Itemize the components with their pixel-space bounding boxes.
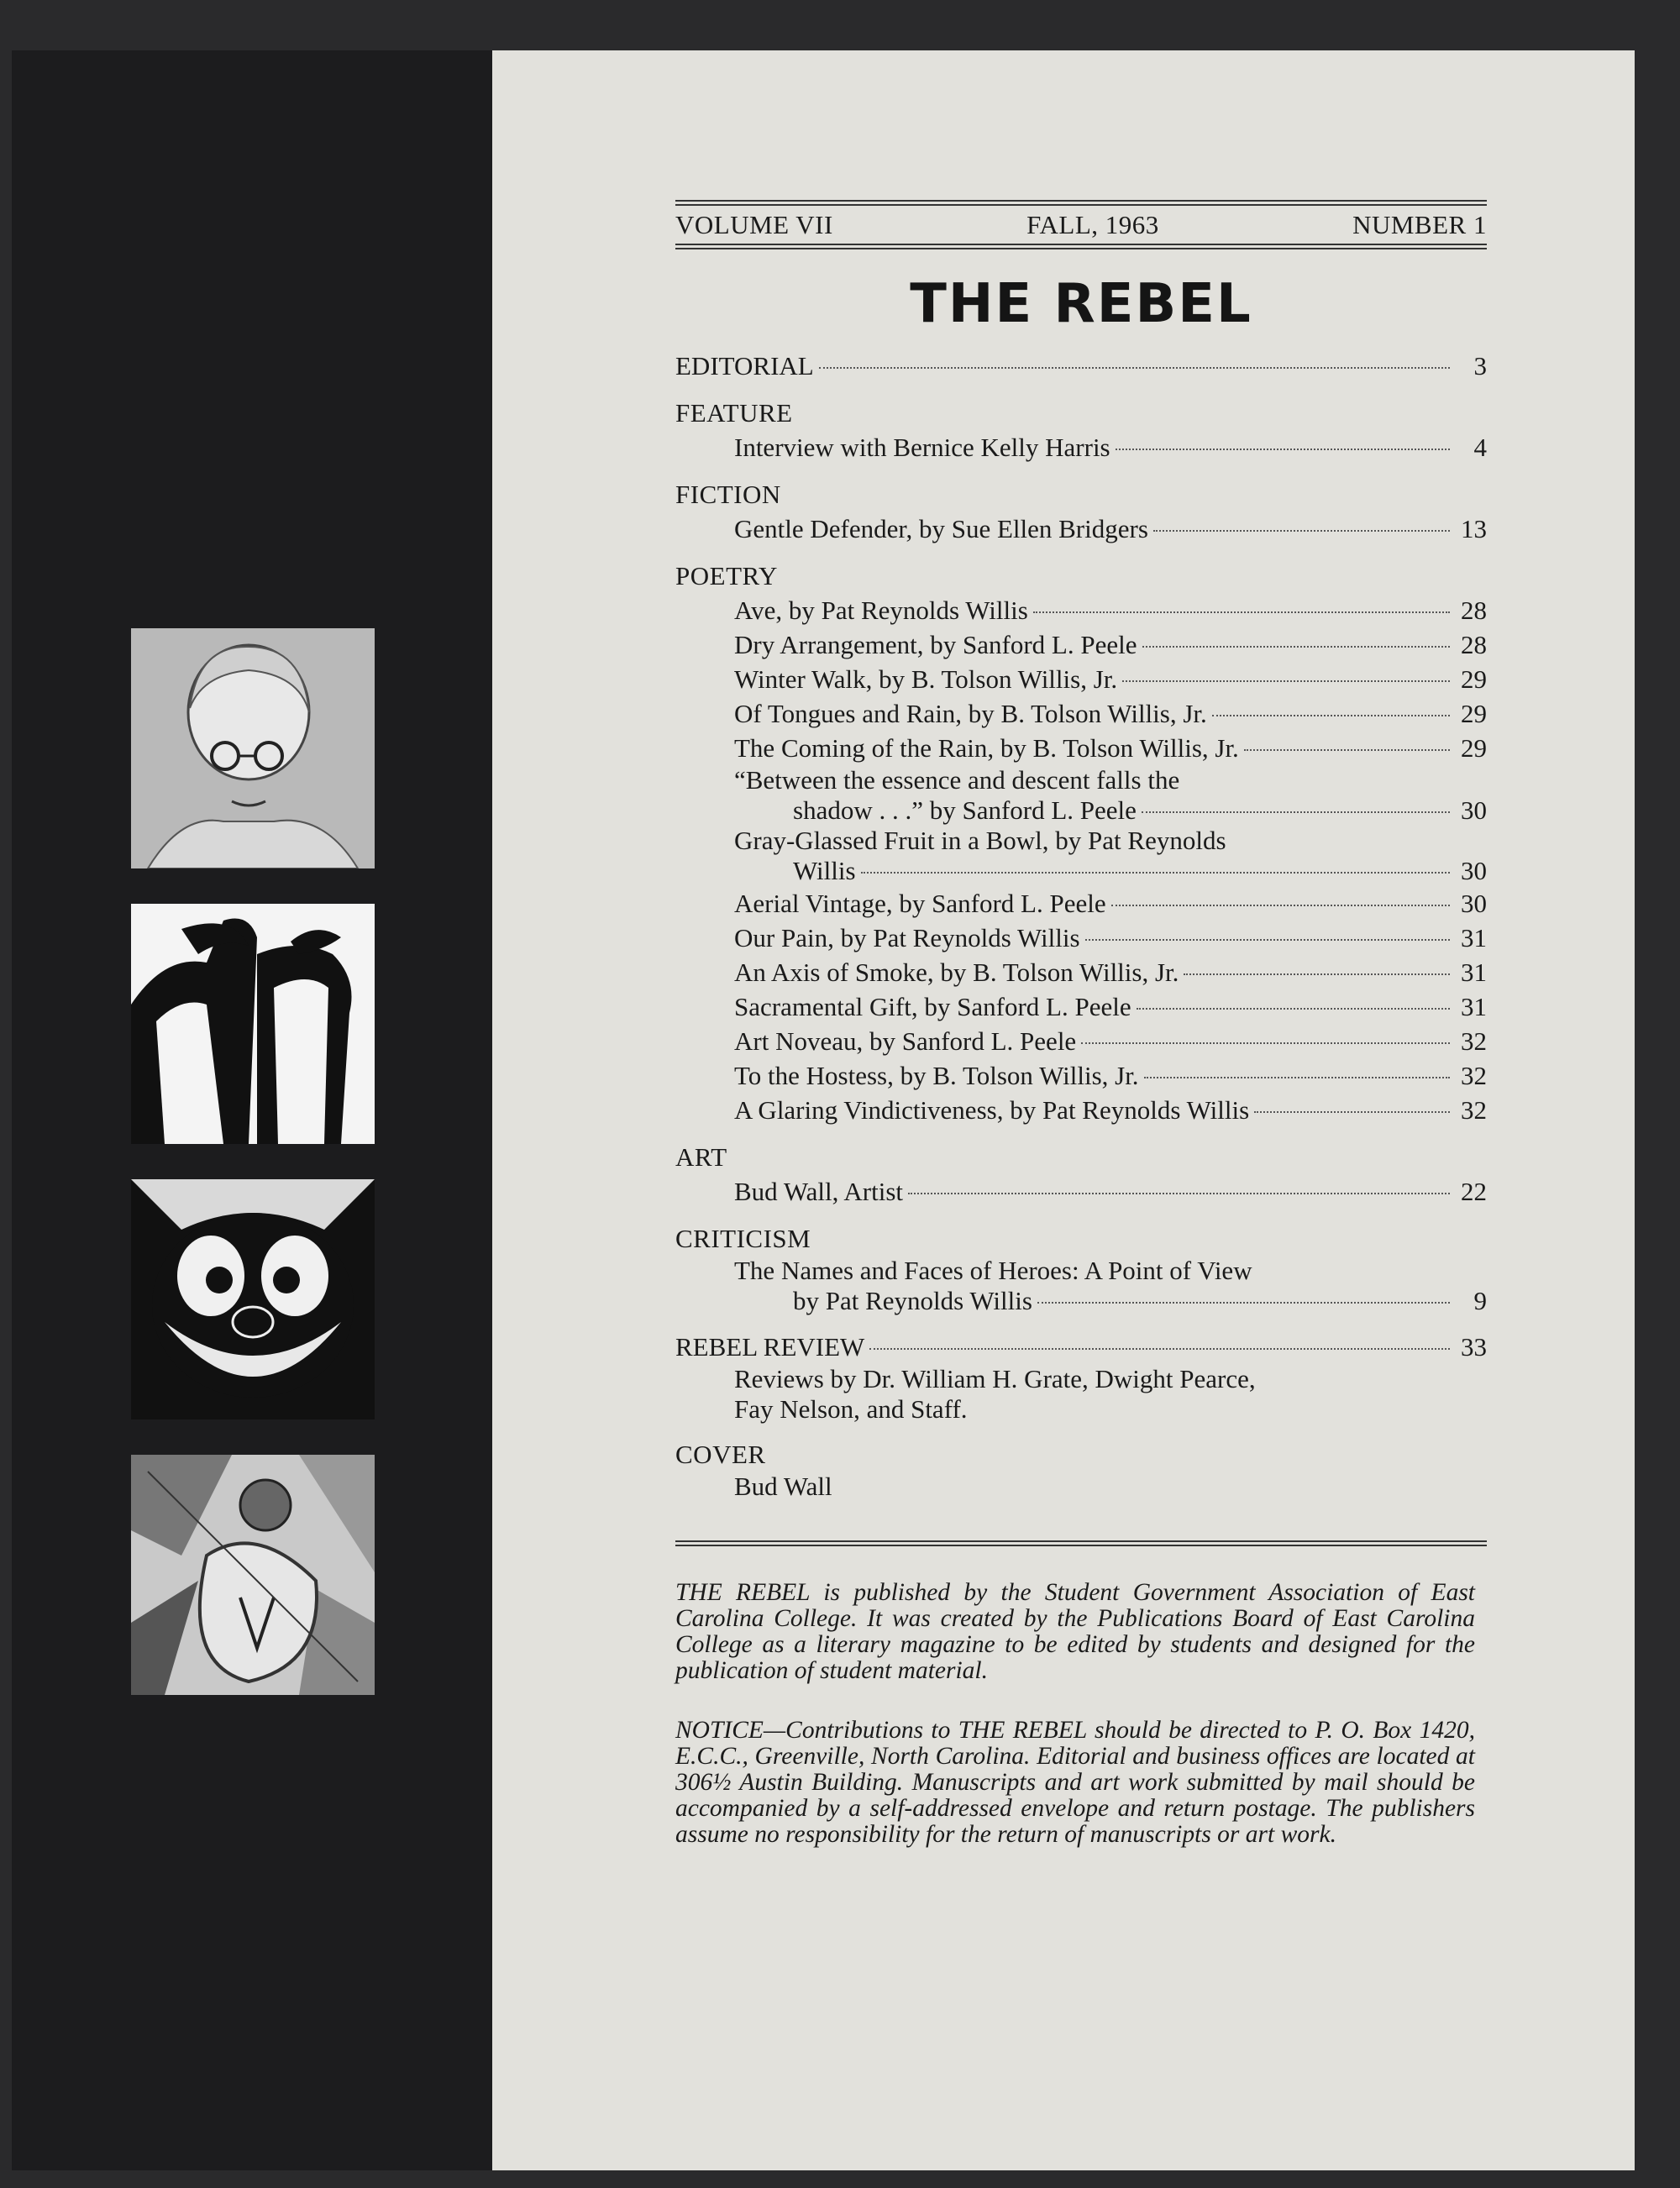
toc-entry[interactable]	[734, 430, 1487, 464]
cat-face-photo	[131, 1179, 375, 1419]
toc-entry-multiline[interactable]	[734, 765, 1487, 826]
publisher-note: THE REBEL is published by the Student Government Association of East Carolina College. It was created by the Publications Board of East Carolina College as a literary magazine to be edited by students and designed for the publication of student material.	[675, 1579, 1475, 1684]
page-number: 31	[1461, 923, 1487, 952]
masthead-rule-bottom	[675, 244, 1487, 249]
toc-entry[interactable]	[734, 662, 1487, 696]
toc-entry[interactable]	[734, 1024, 1487, 1058]
section-heading: FEATURE	[675, 398, 793, 428]
entry-title: An Axis of Smoke, by B. Tolson Willis, Jr.	[734, 958, 1179, 987]
page-number: 29	[1461, 699, 1487, 728]
section-feature	[675, 396, 1487, 464]
section-heading: POETRY	[675, 561, 778, 590]
entry-title: Dry Arrangement, by Sanford L. Peele	[734, 630, 1137, 659]
toc-entry[interactable]	[675, 1330, 1487, 1364]
page-number: 30	[1461, 795, 1487, 825]
leader-dots	[1153, 530, 1450, 532]
page-number: 33	[1461, 1332, 1487, 1362]
number-label: NUMBER 1	[1352, 210, 1487, 239]
leader-dots	[1111, 905, 1450, 906]
section-heading: EDITORIAL	[675, 351, 814, 380]
review-line: Fay Nelson, and Staff.	[734, 1394, 968, 1424]
section-heading: CRITICISM	[675, 1224, 811, 1253]
entry-title-line2: shadow . . .” by Sanford L. Peele	[793, 795, 1137, 825]
cover-credit: Bud Wall	[734, 1472, 832, 1501]
toc-entry[interactable]	[734, 696, 1487, 731]
masthead-rule-top	[675, 200, 1487, 206]
page-number: 32	[1461, 1095, 1487, 1125]
page-number: 30	[1461, 889, 1487, 918]
leader-dots	[1085, 939, 1450, 941]
leader-dots	[1137, 1008, 1450, 1010]
magazine-title: THE REBEL	[910, 273, 1252, 335]
leader-dots	[1184, 973, 1450, 975]
review-line: Reviews by Dr. William H. Grate, Dwight Pearce,	[734, 1364, 1256, 1393]
toc-entry[interactable]	[734, 1093, 1487, 1127]
entry-title: Ave, by Pat Reynolds Willis	[734, 596, 1028, 625]
entry-title: Bud Wall, Artist	[734, 1177, 904, 1206]
toc-entry[interactable]	[734, 731, 1487, 765]
section-heading: FICTION	[675, 480, 781, 509]
section-fiction	[675, 478, 1487, 546]
leader-dots	[1122, 680, 1450, 682]
entry-title-line2: by Pat Reynolds Willis	[793, 1286, 1032, 1315]
leader-dots	[1254, 1111, 1450, 1113]
section-rebel-review	[675, 1330, 1487, 1425]
toc-entry[interactable]	[734, 627, 1487, 662]
section-cover	[675, 1438, 1487, 1502]
toc-entry-multiline[interactable]	[734, 826, 1487, 886]
page-number: 22	[1461, 1177, 1487, 1206]
footer-rule	[675, 1540, 1487, 1546]
leader-dots	[1244, 749, 1450, 751]
page-number: 4	[1473, 433, 1487, 462]
page-number: 13	[1461, 514, 1487, 543]
magazine-page	[12, 50, 1635, 2170]
notice-paragraph: NOTICE—Contributions to THE REBEL should be directed to P. O. Box 1420, E.C.C., Greenville, North Carolina. Editorial and business offices are located at 306½ Austin Building. Manuscripts and art work submitted by mail should be accompanied by a self-addressed envelope and return postage. The publishers assume no responsibility for the return of manuscripts or art work.	[675, 1717, 1475, 1848]
season-label: FALL, 1963	[1026, 210, 1159, 239]
entry-title: A Glaring Vindictiveness, by Pat Reynolds Willis	[734, 1095, 1250, 1125]
toc-entry[interactable]	[734, 989, 1487, 1024]
abstract-art-photo	[131, 1455, 375, 1695]
leader-dots	[1033, 611, 1450, 613]
masthead	[675, 206, 1487, 244]
leader-dots	[1212, 715, 1450, 716]
toc-entry[interactable]	[734, 886, 1487, 921]
entry-title-line1: The Names and Faces of Heroes: A Point of View	[734, 1256, 1252, 1285]
section-editorial	[675, 349, 1487, 383]
portrait-photo	[131, 628, 375, 868]
entry-title-line2: Willis	[793, 856, 856, 885]
page-number: 9	[1473, 1286, 1487, 1315]
section-poetry	[675, 559, 1487, 1127]
section-art	[675, 1141, 1487, 1209]
toc-entry[interactable]	[734, 593, 1487, 627]
entry-title: Art Noveau, by Sanford L. Peele	[734, 1026, 1077, 1056]
page-number: 31	[1461, 992, 1487, 1021]
entry-title: To the Hostess, by B. Tolson Willis, Jr.	[734, 1061, 1139, 1090]
toc-entry[interactable]	[734, 955, 1487, 989]
entry-title-line1: “Between the essence and descent falls the	[734, 765, 1180, 795]
leader-dots	[1144, 1077, 1450, 1078]
leader-dots	[861, 872, 1450, 874]
entry-title: Winter Walk, by B. Tolson Willis, Jr.	[734, 664, 1118, 694]
entry-title: The Coming of the Rain, by B. Tolson Willis, Jr.	[734, 733, 1239, 763]
section-heading: REBEL REVIEW	[675, 1332, 865, 1362]
entry-title-line1: Gray-Glassed Fruit in a Bowl, by Pat Reynolds	[734, 826, 1226, 855]
leader-dots	[1116, 449, 1450, 450]
page-number: 28	[1461, 630, 1487, 659]
toc-entry-multiline[interactable]	[734, 1256, 1487, 1316]
figures-drawing	[131, 904, 375, 1144]
leader-dots	[869, 1348, 1450, 1350]
page-number: 30	[1461, 856, 1487, 885]
leader-dots	[1081, 1042, 1450, 1044]
section-heading: COVER	[675, 1440, 766, 1469]
leader-dots	[1037, 1302, 1450, 1304]
toc-entry[interactable]	[675, 349, 1487, 383]
toc-entry[interactable]	[734, 1174, 1487, 1209]
page-number: 32	[1461, 1026, 1487, 1056]
leader-dots	[819, 367, 1450, 369]
entry-title: Our Pain, by Pat Reynolds Willis	[734, 923, 1080, 952]
toc-entry[interactable]	[734, 921, 1487, 955]
entry-title: Gentle Defender, by Sue Ellen Bridgers	[734, 514, 1148, 543]
section-criticism	[675, 1222, 1487, 1316]
toc-entry[interactable]	[734, 1058, 1487, 1093]
table-of-contents	[675, 200, 1487, 1848]
entry-title: Sacramental Gift, by Sanford L. Peele	[734, 992, 1131, 1021]
page-number: 31	[1461, 958, 1487, 987]
page-number: 32	[1461, 1061, 1487, 1090]
page-number: 29	[1461, 664, 1487, 694]
entry-title: Aerial Vintage, by Sanford L. Peele	[734, 889, 1106, 918]
leader-dots	[908, 1193, 1450, 1194]
section-heading: ART	[675, 1142, 727, 1172]
entry-title: Interview with Bernice Kelly Harris	[734, 433, 1110, 462]
toc-entry[interactable]	[734, 512, 1487, 546]
entry-title: Of Tongues and Rain, by B. Tolson Willis, Jr.	[734, 699, 1207, 728]
page-number: 3	[1473, 351, 1487, 380]
left-black-band	[12, 50, 492, 2170]
leader-dots	[1142, 811, 1450, 813]
volume-label: VOLUME VII	[675, 210, 833, 239]
leader-dots	[1142, 646, 1450, 648]
page-number: 29	[1461, 733, 1487, 763]
page-number: 28	[1461, 596, 1487, 625]
